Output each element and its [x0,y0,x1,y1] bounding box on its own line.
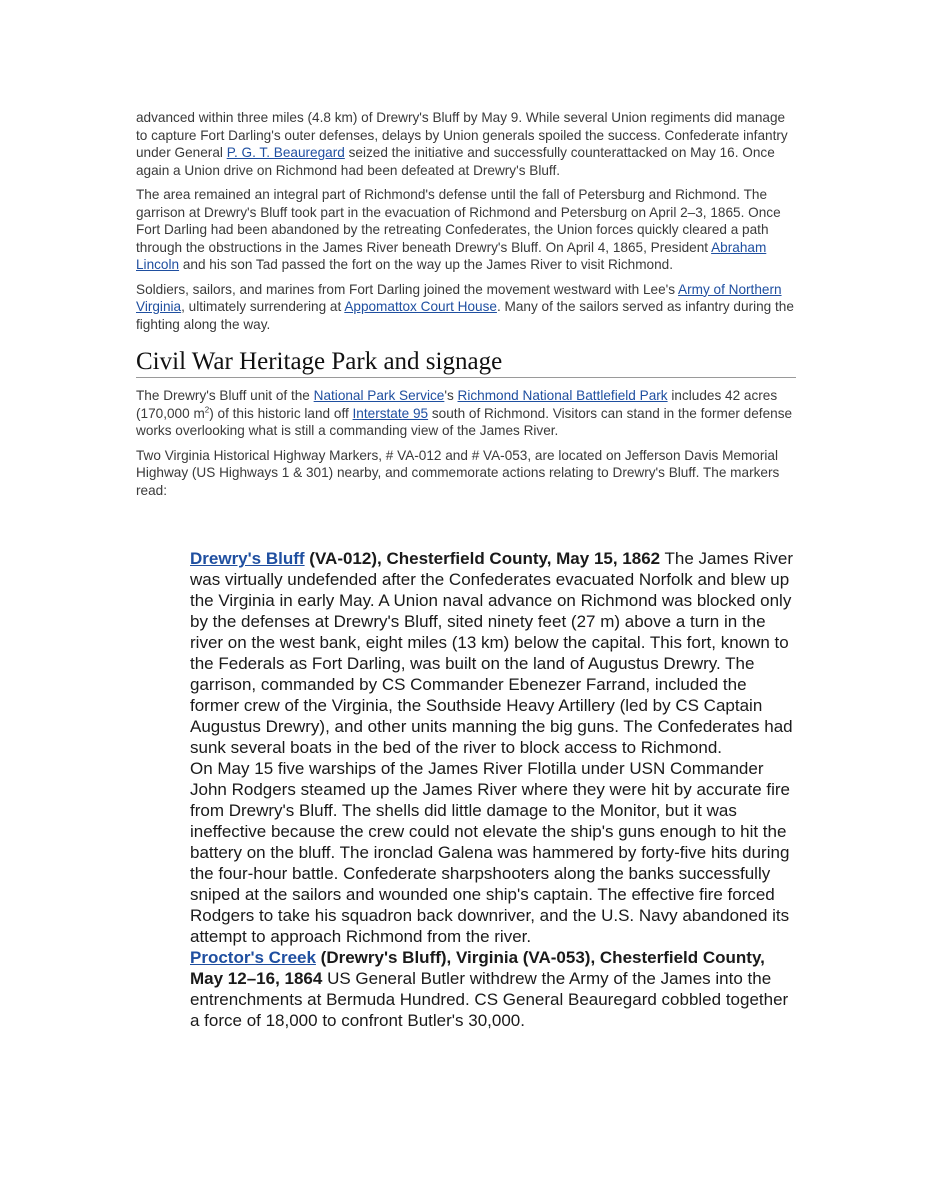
link-army-of-northern-virginia[interactable]: Army of Northern Virginia [136,281,782,314]
paragraph-beauregard [136,109,796,179]
link-beauregard[interactable]: P. G. T. Beauregard [226,145,345,160]
marker-va-053 [190,947,795,1031]
link-interstate-95[interactable]: Interstate 95 [352,405,429,421]
paragraph-lincoln [136,186,796,274]
paragraph-text: ) of this historic land off [209,405,353,421]
paragraph-text: The area remained an integral part of Richmond's defense until the fall of Petersburg and Richmond. The garrison at Drewry's Bluff took part in the evacuation of Richmond and Petersburg on April 2–3, 1865. Once Fort Darling had been abandoned by the retreating Confederates, the Union forces quickly cleared a path through the obstructions in the James River beneath Drewry's Bluff. On April 4, 1865, President [136,187,781,255]
paragraph-text: The Drewry's Bluff unit of the [136,388,314,403]
marker-va-012-continued: On May 15 five warships of the James River Flotilla under USN Commander John Rodgers steamed up the James River where they were hit by accurate fire from Drewry's Bluff. The shells did little damage to the Monitor, but it was ineffective because the crew could not elevate the ship's guns enough to hit the battery on the bluff. The ironclad Galena was hammered by forty-five hits during the four-hour battle. Confederate sharpshooters along the banks successfully sniped at the sailors and wounded one ship's captain. The effective fire forced Rodgers to take his squadron back downriver, and the U.S. Navy abandoned its attempt to approach Richmond from the river. [190,759,791,946]
link-abraham-lincoln[interactable]: Abraham Lincoln [136,239,767,272]
link-appomattox[interactable]: Appomattox Court House [344,299,497,314]
paragraph-text: and his son Tad passed the fort on the way up the James River to visit Richmond. [179,257,673,272]
paragraph-text: Soldiers, sailors, and marines from Fort Darling joined the movement westward with Lee's [136,281,679,297]
section-heading: Civil War Heritage Park and signage [136,348,796,378]
paragraph-sailors [136,281,796,334]
paragraph-text: south of Richmond. Visitors can stand in the former defense works overlooking what is still a commanding view of the James River. [136,405,793,438]
link-national-park-service[interactable]: National Park Service [313,388,445,403]
link-drewrys-bluff[interactable]: Drewry's Bluff [190,549,305,568]
paragraph-text: . Many of the sailors served as infantry during the fighting along the way. [136,299,794,332]
marker-title: (Drewry's Bluff), Virginia (VA-053), Chesterfield County, May 12–16, 1864 [190,948,765,988]
paragraph-text: includes 42 acres (170,000 m [136,388,778,421]
marker-text: US General Butler withdrew the Army of the James into the entrenchments at Bermuda Hundred. CS General Beauregard cobbled together a force of 18,000 to confront Butler's 30,000. [190,969,789,1030]
paragraph-text: , ultimately surrendering at [181,299,345,314]
marker-title: (VA-012), Chesterfield County, May 15, 1862 [304,549,661,568]
paragraph-text: 's [444,388,458,403]
link-richmond-battlefield[interactable]: Richmond National Battlefield Park [457,388,668,403]
marker-quotes [190,548,795,1031]
paragraph-park [136,387,796,440]
document-body [136,109,796,506]
paragraph-markers: Two Virginia Historical Highway Markers, # VA-012 and # VA-053, are located on Jefferson Davis Memorial Highway (US Highways 1 & 301) nearby, and commemorate actions relating to Drewry's Bluff. The markers read: [136,447,780,498]
marker-text: The James River was virtually undefended after the Confederates evacuated Norfolk and blew up the Virginia in early May. A Union naval advance on Richmond was blocked only by the defenses at Drewry's Bluff, sited ninety feet (27 m) above a turn in the river on the west bank, eight miles (13 km) below the capital. This fort, known to the Federals as Fort Darling, was built on the land of Augustus Drewry. The garrison, commanded by CS Commander Ebenezer Farrand, included the former crew of the Virginia, the Southside Heavy Artillery (led by CS Captain Augustus Drewry), and other units manning the big guns. The Confederates had sunk several boats in the bed of the river to block access to Richmond. [190,549,794,757]
link-proctors-creek[interactable]: Proctor's Creek [190,948,316,967]
paragraph-text: advanced within three miles (4.8 km) of Drewry's Bluff by May 9. While several Union regiments did manage to capture Fort Darling's outer defenses, delays by Union generals spoiled the success. Confederate infantry under General [136,110,788,160]
superscript: 2 [204,404,210,414]
marker-va-012 [190,548,795,758]
paragraph-text: seized the initiative and successfully counterattacked on May 16. Once again a Union drive on Richmond had been defeated at Drewry's Bluff. [136,145,775,178]
